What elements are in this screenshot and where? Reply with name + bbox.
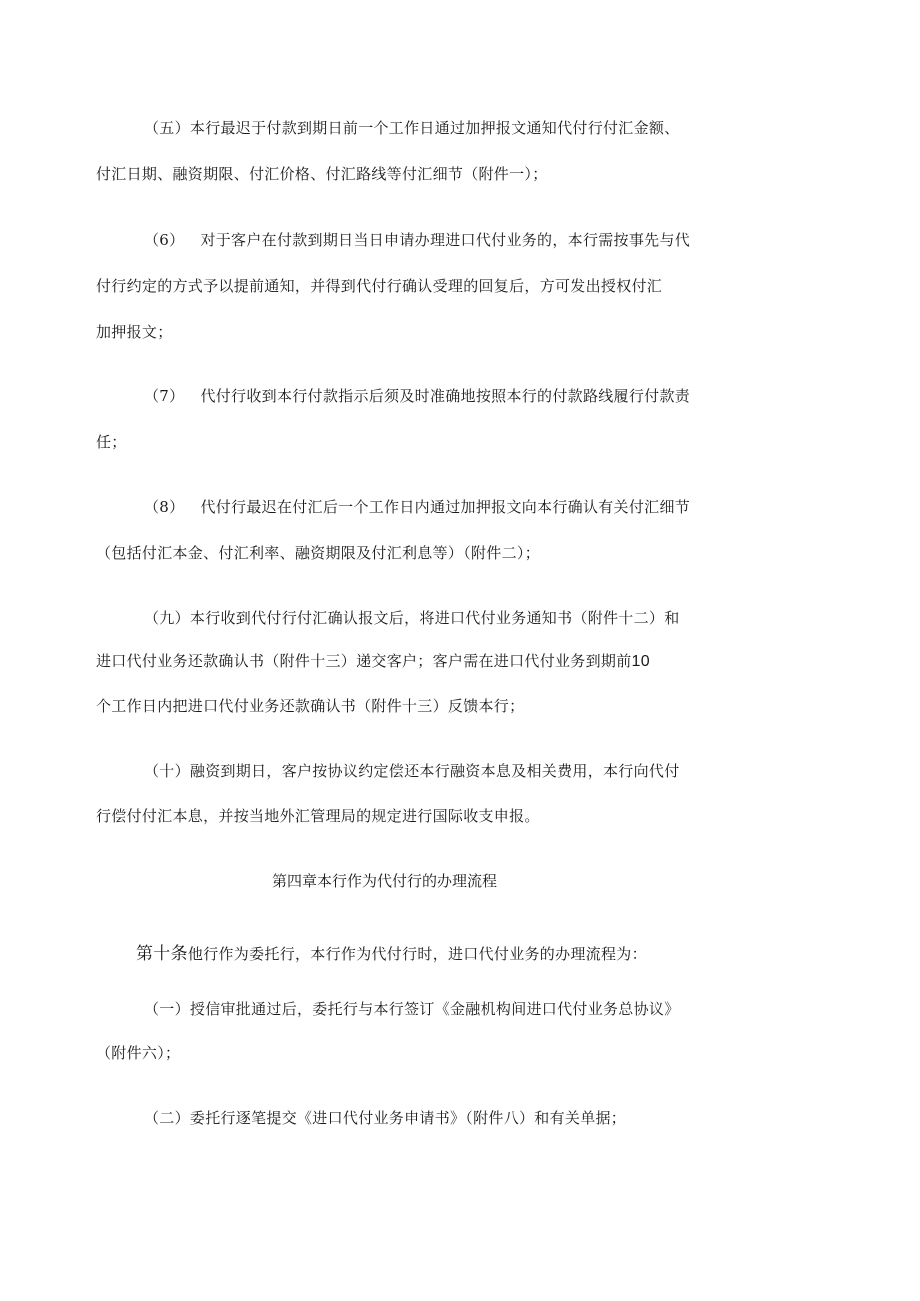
para-8-number: （8） bbox=[144, 498, 185, 516]
para-9-line-2 bbox=[96, 651, 650, 672]
chapter-heading: 第四章本行作为代付行的办理流程 bbox=[272, 872, 498, 890]
step-1-line-2: （附件六）； bbox=[96, 1044, 181, 1062]
step-2-line-1: （二）委托行逐笔提交《进口代付业务申请书》（附件八）和有关单据； bbox=[144, 1109, 627, 1127]
para-8-line-1 bbox=[144, 497, 690, 517]
para-9-line-3: 个工作日内把进口代付业务还款确认书（附件十三）反馈本行； bbox=[96, 697, 525, 715]
article-10-lead: 第十条 bbox=[136, 944, 188, 964]
para-7-number: （7） bbox=[144, 387, 185, 405]
para-5-line-2: 付汇日期、融资期限、付汇价格、付汇路线等付汇细节（附件一）； bbox=[96, 165, 548, 183]
para-9-line-2-text: 进口代付业务还款确认书（附件十三）递交客户；客户需在进口代付业务到期前 bbox=[96, 652, 632, 670]
para-7-line-2: 任； bbox=[96, 433, 127, 451]
para-6-number: （6） bbox=[144, 231, 185, 249]
para-6-line-1 bbox=[144, 230, 690, 250]
para-10-line-1: （十）融资到期日，客户按协议约定偿还本行融资本息及相关费用，本行向代付 bbox=[144, 762, 680, 780]
para-6-line-2: 付行约定的方式予以提前通知，并得到代付行确认受理的回复后，方可发出授权付汇 bbox=[96, 277, 663, 295]
para-9-day-count: 10 bbox=[631, 653, 650, 670]
para-7-line-1 bbox=[144, 386, 690, 406]
para-6-text: 对于客户在付款到期日当日申请办理进口代付业务的，本行需按事先与代 bbox=[200, 231, 691, 249]
para-8-line-2: （包括付汇本金、付汇利率、融资期限及付汇利息等）（附件二）； bbox=[96, 544, 541, 562]
para-10-line-2: 行偿付付汇本息，并按当地外汇管理局的规定进行国际收支申报。 bbox=[96, 807, 540, 825]
article-10 bbox=[136, 944, 647, 964]
para-6-line-3: 加押报文； bbox=[96, 323, 173, 341]
step-1-line-1: （一）授信审批通过后，委托行与本行签订《金融机构间进口代付业务总协议》 bbox=[144, 1000, 680, 1018]
para-7-text: 代付行收到本行付款指示后须及时准确地按照本行的付款路线履行付款责 bbox=[200, 387, 691, 405]
article-10-text: 他行作为委托行，本行作为代付行时，进口代付业务的办理流程为： bbox=[187, 945, 647, 963]
para-9-line-1: （九）本行收到代付行付汇确认报文后，将进口代付业务通知书（附件十二）和 bbox=[144, 609, 680, 627]
para-5-line-1: （五）本行最迟于付款到期日前一个工作日通过加押报文通知代付行付汇金额、 bbox=[144, 119, 680, 137]
para-8-text: 代付行最迟在付汇后一个工作日内通过加押报文向本行确认有关付汇细节 bbox=[200, 498, 691, 516]
